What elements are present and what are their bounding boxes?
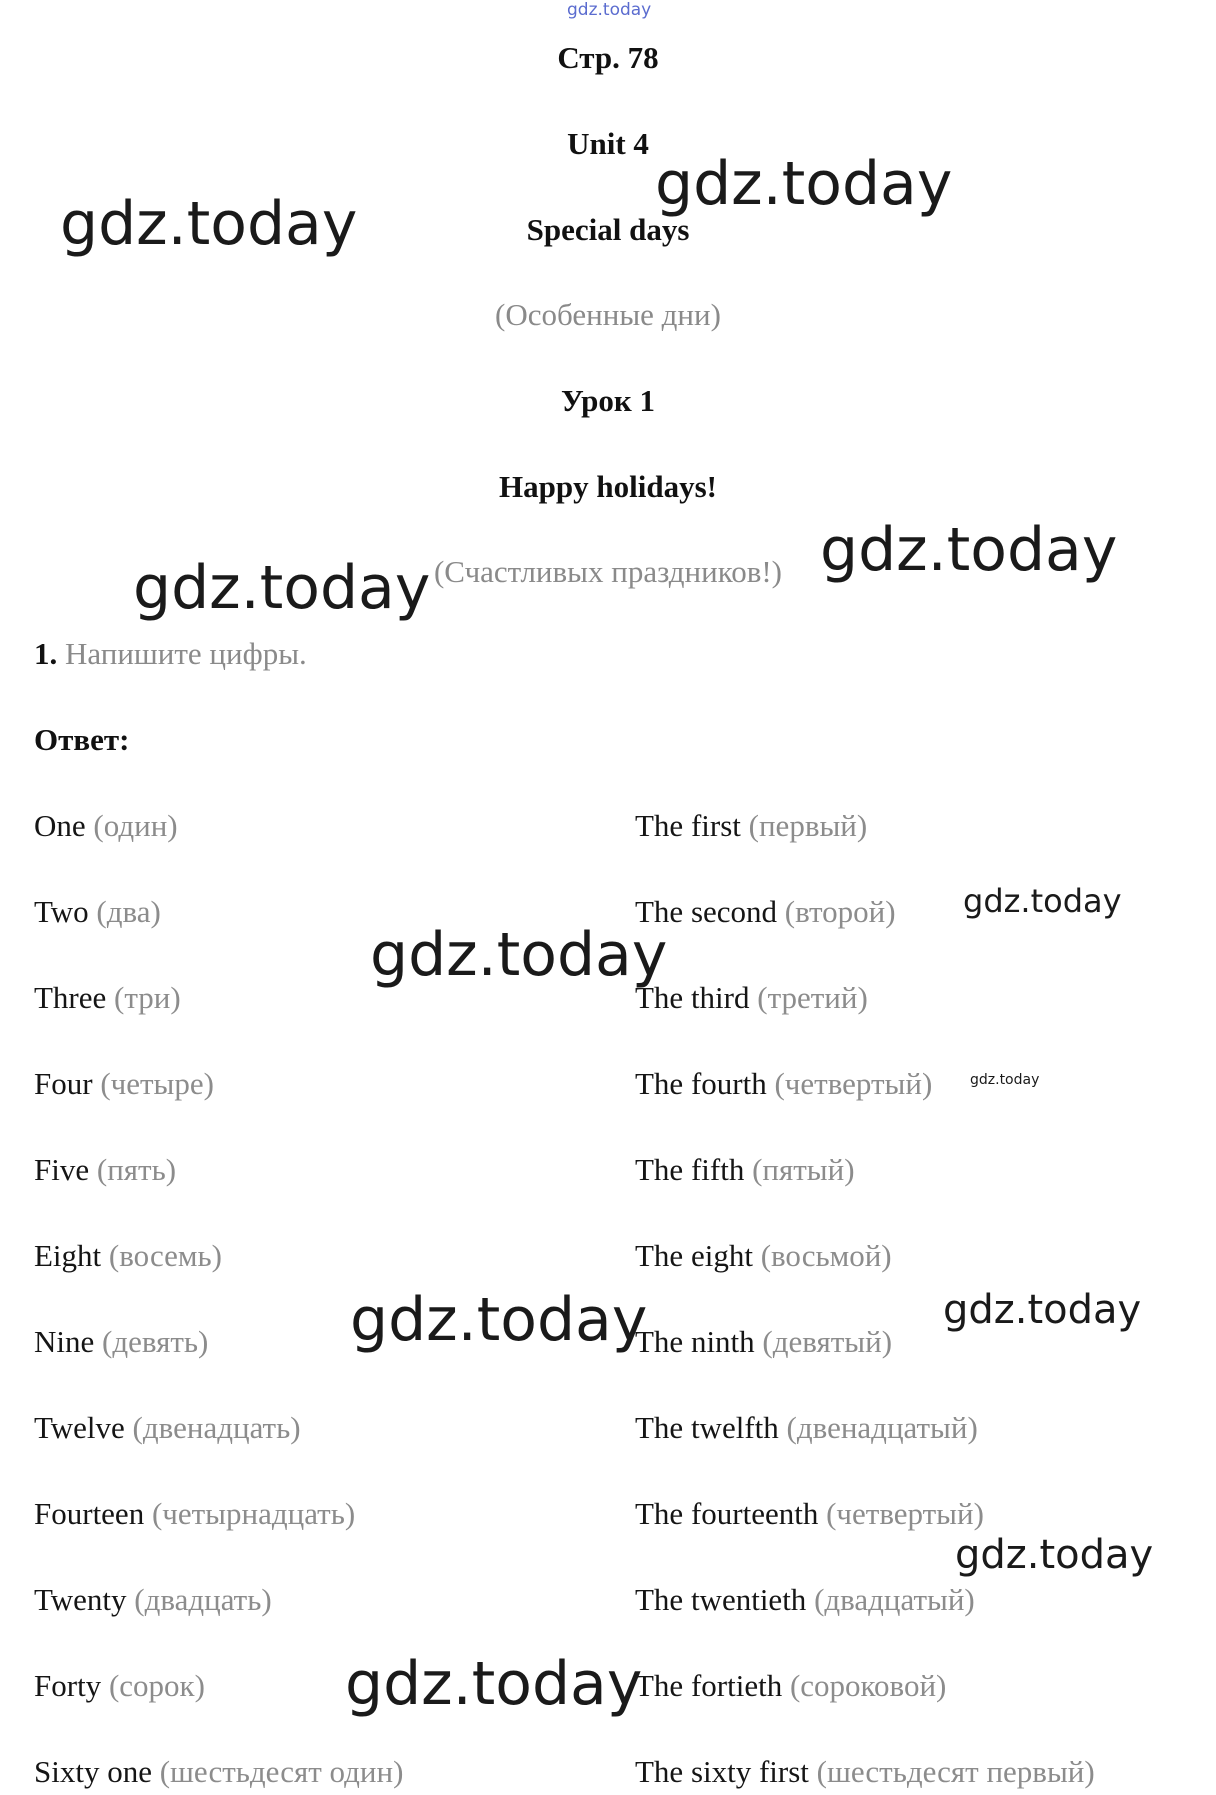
- watermark: gdz.today: [345, 1649, 643, 1719]
- watermark: gdz.today: [820, 515, 1118, 585]
- cardinal-translation: (один): [93, 808, 178, 843]
- ordinal-item: [635, 1324, 892, 1360]
- cardinal-item: [34, 980, 181, 1016]
- cardinal-translation: (двенадцать): [132, 1410, 301, 1445]
- ordinal-word: The first: [635, 808, 741, 843]
- unit-title-translation: (Особенные дни): [495, 297, 721, 332]
- cardinal-item: [34, 1152, 176, 1188]
- watermark: gdz.today: [970, 1072, 1040, 1088]
- cardinal-word: Twenty: [34, 1582, 127, 1617]
- cardinal-item: [34, 1582, 272, 1618]
- ordinal-translation: (пятый): [752, 1152, 855, 1187]
- ordinal-item: [635, 1238, 892, 1274]
- cardinal-item: [34, 894, 161, 930]
- watermark: gdz.today: [567, 0, 652, 20]
- ordinal-item: [635, 894, 896, 930]
- cardinal-word: Four: [34, 1066, 93, 1101]
- cardinal-translation: (два): [96, 894, 161, 929]
- cardinal-translation: (четыре): [100, 1066, 214, 1101]
- task-number: 1.: [34, 636, 58, 671]
- cardinal-word: Two: [34, 894, 89, 929]
- cardinal-item: [34, 1754, 403, 1790]
- cardinal-item: [34, 1496, 355, 1532]
- cardinal-translation: (девять): [102, 1324, 209, 1359]
- lesson-number: Урок 1: [560, 383, 656, 418]
- cardinal-word: Twelve: [34, 1410, 125, 1445]
- cardinal-item: [34, 1410, 301, 1446]
- watermark: gdz.today: [655, 149, 953, 219]
- cardinal-word: Five: [34, 1152, 90, 1187]
- ordinal-item: [635, 980, 868, 1016]
- ordinal-translation: (четвертый): [774, 1066, 933, 1101]
- lesson-title-translation: (Счастливых праздников!): [433, 554, 782, 589]
- ordinal-item: [635, 1754, 1095, 1790]
- ordinal-word: The fortieth: [635, 1668, 783, 1703]
- watermark: gdz.today: [350, 1285, 648, 1355]
- cardinal-item: [34, 1238, 222, 1274]
- ordinal-translation: (сороковой): [789, 1668, 947, 1703]
- watermark: gdz.today: [955, 1532, 1154, 1578]
- ordinal-word: The twentieth: [635, 1582, 807, 1617]
- ordinal-translation: (двадцатый): [814, 1582, 975, 1617]
- ordinal-word: The eight: [635, 1238, 753, 1273]
- ordinal-word: The fourth: [635, 1066, 767, 1101]
- watermark: gdz.today: [963, 882, 1122, 920]
- answer-label: Ответ:: [34, 722, 130, 757]
- ordinal-item: [635, 1066, 932, 1102]
- ordinal-item: [635, 1496, 984, 1532]
- cardinal-translation: (четырнадцать): [151, 1496, 356, 1531]
- cardinal-item: [34, 1066, 214, 1102]
- task-text: Напишите цифры.: [65, 636, 307, 671]
- lesson-title: Happy holidays!: [499, 469, 717, 504]
- ordinal-item: [635, 1668, 946, 1704]
- cardinal-word: One: [34, 808, 86, 843]
- task-line: [34, 636, 307, 672]
- unit-number: Unit 4: [567, 126, 649, 161]
- cardinal-translation: (пять): [96, 1152, 177, 1187]
- ordinal-translation: (первый): [748, 808, 868, 843]
- cardinal-translation: (три): [114, 980, 181, 1015]
- cardinal-word: Sixty one: [34, 1754, 152, 1789]
- ordinal-item: [635, 1410, 978, 1446]
- watermark: gdz.today: [370, 920, 668, 990]
- ordinal-translation: (девятый): [762, 1324, 893, 1359]
- ordinal-translation: (четвертый): [826, 1496, 984, 1531]
- ordinal-translation: (шестьдесят первый): [816, 1754, 1095, 1789]
- cardinal-word: Three: [34, 980, 107, 1015]
- cardinal-translation: (сорок): [108, 1668, 205, 1703]
- cardinal-item: [34, 1324, 208, 1360]
- cardinal-translation: (двадцать): [134, 1582, 272, 1617]
- ordinal-word: The fifth: [635, 1152, 745, 1187]
- ordinal-word: The second: [635, 894, 778, 929]
- ordinal-item: [635, 1582, 975, 1618]
- ordinal-item: [635, 1152, 855, 1188]
- watermark: gdz.today: [60, 189, 358, 259]
- cardinal-item: [34, 808, 178, 844]
- ordinal-word: The fourteenth: [635, 1496, 819, 1531]
- ordinal-word: The third: [635, 980, 750, 1015]
- cardinal-translation: (восемь): [108, 1238, 222, 1273]
- cardinal-item: [34, 1668, 205, 1704]
- watermark: gdz.today: [943, 1287, 1142, 1333]
- cardinal-translation: (шестьдесят один): [159, 1754, 404, 1789]
- ordinal-translation: (восьмой): [760, 1238, 892, 1273]
- ordinal-item: [635, 808, 867, 844]
- page-number: Стр. 78: [557, 40, 659, 75]
- cardinal-word: Forty: [34, 1668, 102, 1703]
- ordinal-translation: (третий): [757, 980, 868, 1015]
- cardinal-word: Eight: [34, 1238, 102, 1273]
- ordinal-word: The ninth: [635, 1324, 755, 1359]
- cardinal-word: Fourteen: [34, 1496, 145, 1531]
- ordinal-translation: (второй): [784, 894, 896, 929]
- unit-title: Special days: [526, 212, 690, 247]
- ordinal-translation: (двенадцатый): [786, 1410, 978, 1445]
- ordinal-word: The twelfth: [635, 1410, 779, 1445]
- ordinal-word: The sixty first: [635, 1754, 809, 1789]
- watermark: gdz.today: [133, 553, 431, 623]
- cardinal-word: Nine: [34, 1324, 95, 1359]
